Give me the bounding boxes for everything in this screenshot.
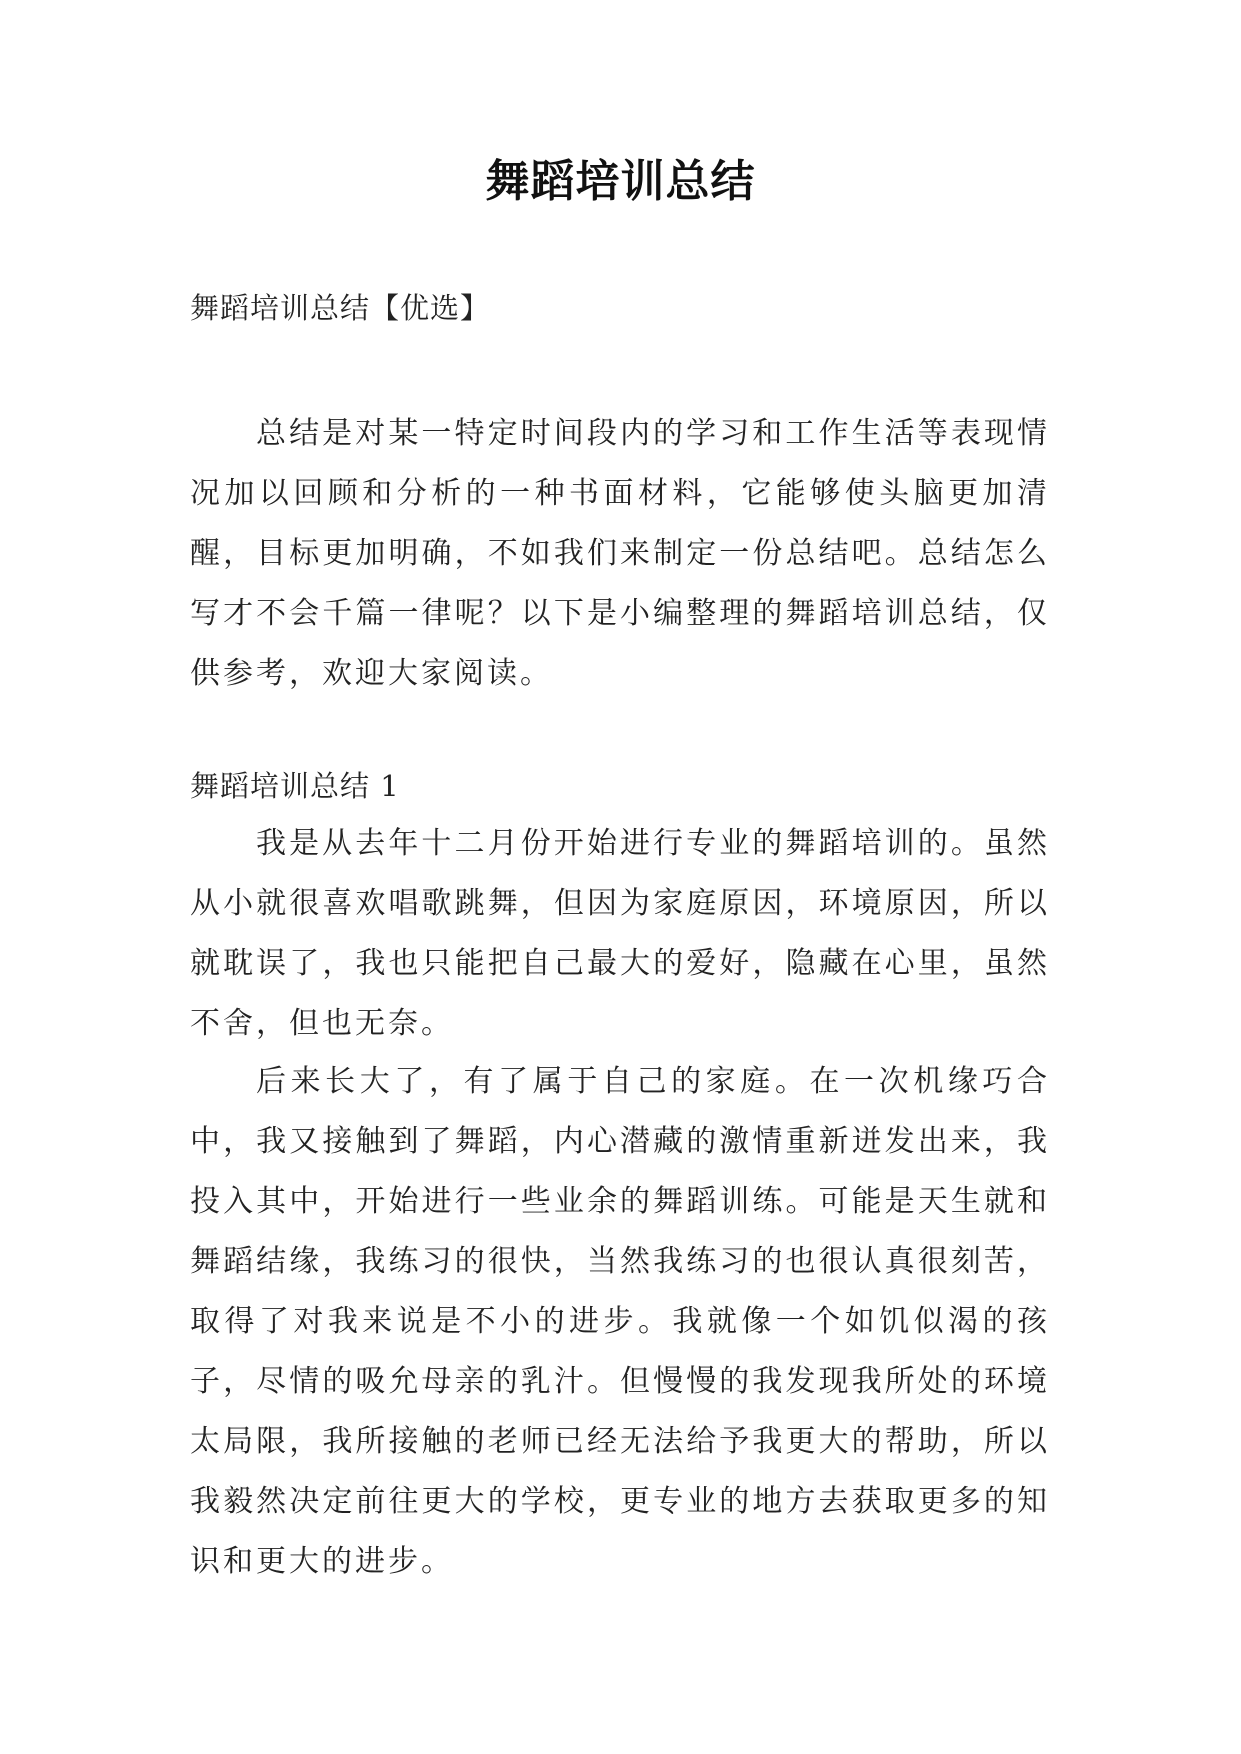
section-heading: 舞蹈培训总结 1	[190, 769, 400, 803]
intro-paragraph: 总结是对某一特定时间段内的学习和工作生活等表现情况加以回顾和分析的一种书面材料，它能够使头脑更加清醒，目标更加明确，不如我们来制定一份总结吧。总结怎么写才不会千篇一律呢？以下是小编整理的舞蹈培训总结，仅供参考，欢迎大家阅读。	[190, 416, 1050, 691]
body-paragraph-1: 我是从去年十二月份开始进行专业的舞蹈培训的。虽然从小就很喜欢唱歌跳舞，但因为家庭原因，环境原因，所以就耽误了，我也只能把自己最大的爱好，隐藏在心里，虽然不舍，但也无奈。	[190, 826, 1050, 1041]
document-subtitle: 舞蹈培训总结【优选】	[190, 291, 491, 325]
page-title: 舞蹈培训总结	[485, 156, 756, 207]
body-paragraph-2: 后来长大了，有了属于自己的家庭。在一次机缘巧合中，我又接触到了舞蹈，内心潜藏的激情重新迸发出来，我投入其中，开始进行一些业余的舞蹈训练。可能是天生就和舞蹈结缘，我练习的很快，当然我练习的也很认真很刻苦，取得了对我来说是不小的进步。我就像一个如饥似渴的孩子，尽情的吸允母亲的乳汁。但慢慢的我发现我所处的环境太局限，我所接触的老师已经无法给予我更大的帮助，所以我毅然决定前往更大的学校，更专业的地方去获取更多的知识和更大的进步。	[190, 1064, 1050, 1579]
